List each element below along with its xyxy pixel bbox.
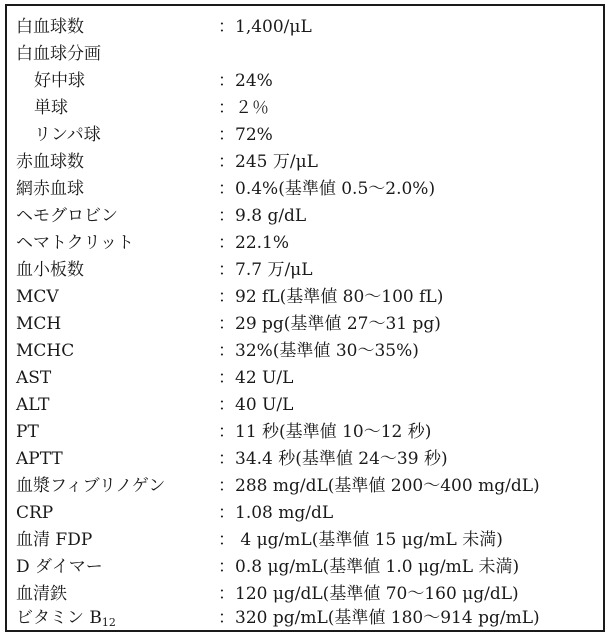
row-value: ：120 μg/dL(基準値 70〜160 μg/dL) — [218, 584, 519, 604]
row-neutrophil — [7, 68, 603, 94]
row-reticulocyte — [7, 176, 603, 202]
row-value: ：２％ — [218, 98, 269, 118]
row-monocyte — [7, 95, 603, 121]
row-label: リンパ球 — [34, 125, 101, 145]
row-label: 単球 — [34, 98, 68, 118]
row-value: ：42 U/L — [218, 368, 294, 388]
row-value: ：32%(基準値 30〜35%) — [218, 341, 419, 361]
row-value: ：40 U/L — [218, 395, 294, 415]
row-wbc — [7, 14, 603, 40]
row-value: ：29 pg(基準値 27〜31 pg) — [218, 314, 441, 334]
row-label: 好中球 — [34, 71, 85, 91]
row-hematocrit — [7, 230, 603, 256]
row-label: 血小板数 — [16, 260, 84, 280]
row-value: ：11 秒(基準値 10〜12 秒) — [218, 422, 432, 442]
row-rbc — [7, 149, 603, 175]
row-label: 赤血球数 — [16, 152, 84, 172]
row-d-dimer — [7, 554, 603, 580]
row-value: ：24% — [218, 71, 273, 91]
row-wbc-differential — [7, 41, 603, 67]
row-hemoglobin — [7, 203, 603, 229]
row-fibrinogen — [7, 473, 603, 499]
row-mch — [7, 311, 603, 337]
row-label: ヘモグロビン — [16, 206, 118, 226]
row-label: 網赤血球 — [16, 179, 84, 199]
lab-results-table — [5, 4, 605, 632]
row-value: ： 4 μg/mL(基準値 15 μg/mL 未満) — [218, 530, 503, 550]
row-label: PT — [16, 422, 39, 442]
row-label: AST — [16, 368, 52, 388]
row-value: ：0.8 μg/mL(基準値 1.0 μg/mL 未満) — [218, 557, 520, 577]
row-value: ：34.4 秒(基準値 24〜39 秒) — [218, 449, 448, 469]
row-value: ：320 pg/mL(基準値 180〜914 pg/mL) — [218, 608, 540, 628]
row-label — [16, 605, 116, 636]
row-label: ALT — [16, 395, 50, 415]
row-value: ：245 万/μL — [218, 152, 318, 172]
row-label: APTT — [16, 449, 63, 469]
row-label: 白血球分画 — [16, 44, 101, 64]
row-value: ：1.08 mg/dL — [218, 503, 334, 523]
row-value: ：72% — [218, 125, 273, 145]
row-alt — [7, 392, 603, 418]
row-label: MCHC — [16, 341, 75, 361]
row-value: ：1,400/μL — [218, 17, 312, 37]
row-value: ：7.7 万/μL — [218, 260, 313, 280]
row-label: 白血球数 — [16, 17, 84, 37]
row-value: ：22.1% — [218, 233, 290, 253]
row-platelet — [7, 257, 603, 283]
row-value: ：92 fL(基準値 80〜100 fL) — [218, 287, 444, 307]
row-mchc — [7, 338, 603, 364]
row-label-subscript: 12 — [101, 616, 116, 629]
row-crp — [7, 500, 603, 526]
row-value: ：0.4%(基準値 0.5〜2.0%) — [218, 179, 436, 199]
row-pt — [7, 419, 603, 445]
row-value: ：288 mg/dL(基準値 200〜400 mg/dL) — [218, 476, 540, 496]
row-vitamin-b12 — [7, 605, 603, 631]
row-label: 血漿フィブリノゲン — [16, 476, 166, 496]
row-label: MCV — [16, 287, 59, 307]
row-fdp — [7, 527, 603, 553]
row-ast — [7, 365, 603, 391]
row-label: ヘマトクリット — [16, 233, 134, 253]
row-aptt — [7, 446, 603, 472]
row-serum-iron — [7, 581, 603, 607]
row-lymphocyte — [7, 122, 603, 148]
row-value: ：9.8 g/dL — [218, 206, 307, 226]
row-label-text: ビタミン B — [16, 608, 102, 628]
row-label: CRP — [16, 503, 54, 523]
row-label: 血清鉄 — [16, 584, 67, 604]
row-label: MCH — [16, 314, 62, 334]
row-label: 血清 FDP — [16, 530, 93, 550]
row-label: D ダイマー — [16, 557, 103, 577]
row-mcv — [7, 284, 603, 310]
